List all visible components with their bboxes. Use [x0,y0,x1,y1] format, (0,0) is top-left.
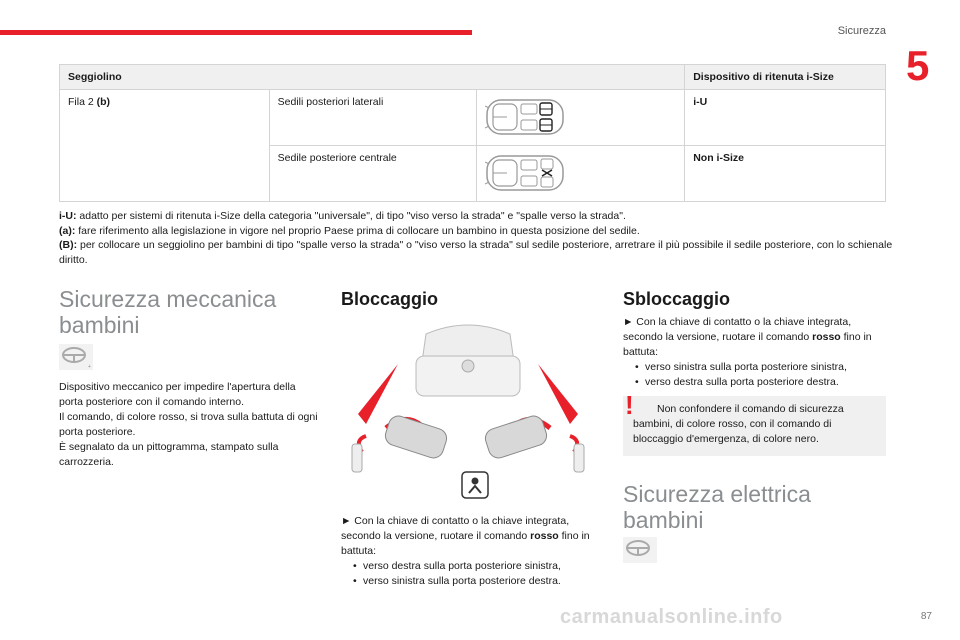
child-seat-table [59,64,886,202]
list-item: • verso destra sulla porta posteriore sinistra, [353,559,593,574]
svg-text:+: + [88,364,91,370]
list-item: • verso sinistra sulla porta posteriore sinistra, [635,360,888,375]
list-item: • verso sinistra sulla porta posteriore destra. [353,574,593,589]
list-item: • verso destra sulla porta posteriore destra. [635,375,888,390]
warning-text: Non confondere il comando di sicurezza bambini, di colore rosso, con il comando di bloccaggio d'emergenza, di colore nero. [633,403,844,445]
mechanical-child-lock-text: Dispositivo meccanico per impedire l'apertura della porta posteriore con il comando interno. Il comando, di colore rosso, si trova sulla battuta di ogni porta posteriore. È segnalato da un pittogramma, stampato sulla carrozzeria. [59,381,318,468]
locking-title: Bloccaggio [341,289,439,309]
table-cell-position: Sedile posteriore centrale [269,146,477,202]
table-row [60,90,886,146]
electric-child-lock-title: Sicurezza elettrica bambini [623,481,811,533]
locking-bullets [341,559,593,589]
locking-text: ► Con la chiave di contatto o la chiave integrata, secondo la versione, ruotare il comando rosso fino in battuta: • verso destra sulla porta posteriore sinistra, • verso sinistra sulla porta posteriore destra. [341,514,593,589]
note-a: (a): fare riferimento alla legislazione in vigore nel proprio Paese prima di collocare un bambino in questa posizione del sedile. [59,224,640,237]
table-cell-device: i-U [685,90,886,146]
mechanical-child-lock-title: Sicurezza meccanica bambini [59,286,277,338]
unlocking-title: Sbloccaggio [623,289,731,309]
note-iu: i-U: adatto per sistemi di ritenuta i-Size della categoria "universale", di tipo "viso verso la strada" e "spalle verso la strada". [59,210,626,222]
table-cell-diagram [477,90,685,146]
row-label: Fila 2 [68,96,94,108]
page-number: 87 [920,611,932,622]
table-header-device: Dispositivo di ritenuta i-Size [685,65,886,90]
car-seat-outer-diagram [485,94,565,140]
section-title: Sicurezza [837,25,886,37]
table-cell-diagram [477,146,685,202]
chapter-number: 5 [906,42,930,89]
row-note: (b) [96,96,111,108]
table-cell-device: Non i-Size [685,146,886,202]
header-accent-bar [0,30,472,35]
steering-wheel-icon [623,537,657,563]
warning-icon: ! [625,390,634,420]
warning-box [623,390,886,456]
table-cell-position: Sedili posteriori laterali [269,90,477,146]
table-notes [59,209,894,267]
unlocking-bullets [623,360,888,390]
child-lock-illustration [346,316,590,506]
note-b: (B): per collocare un seggiolino per bambini di tipo "spalle verso la strada" o "viso verso la strada" sul sedile posteriore, arretrare il più possibile il sedile posteriore, con lo schienale diritto. [59,239,893,266]
unlocking-text: ► Con la chiave di contatto o la chiave integrata, secondo la versione, ruotare il comando rosso fino in battuta: • verso sinistra sulla porta posteriore sinistra, • verso destra sulla porta posteriore destra. [623,315,888,390]
car-seat-center-diagram [485,150,565,196]
steering-wheel-icon [59,344,93,370]
table-header-seat: Seggiolino [60,65,685,90]
table-header-row [60,65,886,90]
table-cell-row [60,90,270,202]
watermark: carmanualsonline.info [560,606,783,628]
